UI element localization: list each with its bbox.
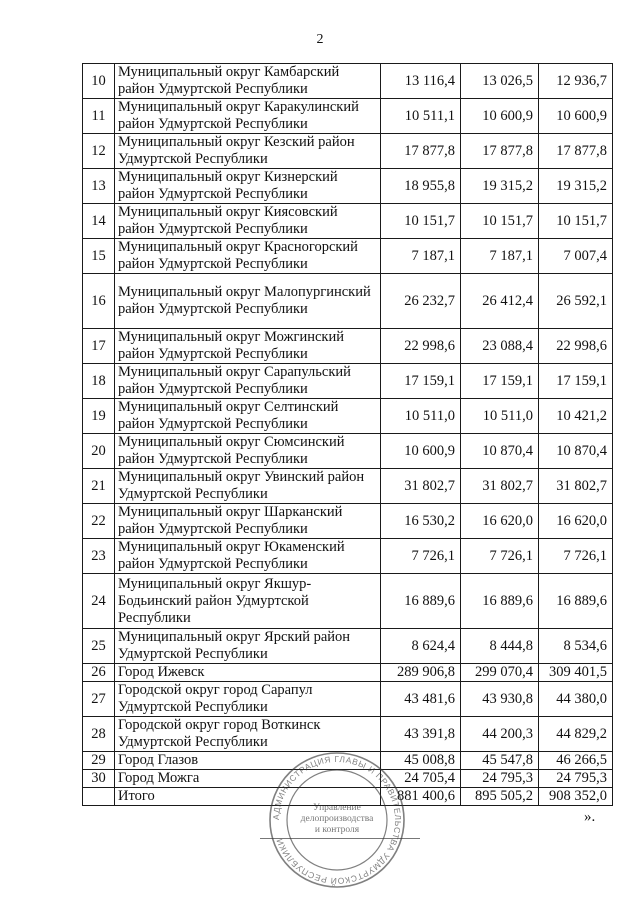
row-number: 12 bbox=[83, 134, 115, 169]
value-year-3: 10 421,2 bbox=[539, 399, 613, 434]
value-year-1: 289 906,8 bbox=[381, 664, 461, 682]
value-year-1: 17 159,1 bbox=[381, 364, 461, 399]
value-year-1: 18 955,8 bbox=[381, 169, 461, 204]
row-number: 20 bbox=[83, 434, 115, 469]
row-number: 26 bbox=[83, 664, 115, 682]
row-number: 15 bbox=[83, 239, 115, 274]
value-year-2: 31 802,7 bbox=[461, 469, 539, 504]
row-number: 17 bbox=[83, 329, 115, 364]
table-row bbox=[83, 717, 613, 752]
municipality-name: Муниципальный округ Сюмсинский район Удмуртской Республики bbox=[115, 434, 381, 469]
row-number: 29 bbox=[83, 752, 115, 770]
municipality-name: Город Можга bbox=[115, 770, 381, 788]
value-year-2: 26 412,4 bbox=[461, 274, 539, 329]
value-year-3: 22 998,6 bbox=[539, 329, 613, 364]
municipality-name: Муниципальный округ Якшур-Бодьинский район Удмуртской Республики bbox=[115, 574, 381, 629]
table-row bbox=[83, 539, 613, 574]
value-year-1: 16 889,6 bbox=[381, 574, 461, 629]
municipality-name: Муниципальный округ Киясовский район Удмуртской Республики bbox=[115, 204, 381, 239]
table-row bbox=[83, 134, 613, 169]
closing-quote-mark: ». bbox=[584, 809, 596, 825]
total-label: Итого bbox=[115, 788, 381, 806]
value-year-2: 43 930,8 bbox=[461, 682, 539, 717]
value-year-2: 8 444,8 bbox=[461, 629, 539, 664]
value-year-2: 10 600,9 bbox=[461, 99, 539, 134]
table-row bbox=[83, 629, 613, 664]
row-number: 24 bbox=[83, 574, 115, 629]
table-row bbox=[83, 64, 613, 99]
municipality-name: Городской округ город Сарапул Удмуртской Республики bbox=[115, 682, 381, 717]
value-year-1: 22 998,6 bbox=[381, 329, 461, 364]
table-row bbox=[83, 664, 613, 682]
value-year-3: 8 534,6 bbox=[539, 629, 613, 664]
value-year-3: 7 726,1 bbox=[539, 539, 613, 574]
value-year-1: 16 530,2 bbox=[381, 504, 461, 539]
row-number: 19 bbox=[83, 399, 115, 434]
value-year-1: 45 008,8 bbox=[381, 752, 461, 770]
value-year-3: 26 592,1 bbox=[539, 274, 613, 329]
total-year-3: 908 352,0 bbox=[539, 788, 613, 806]
value-year-2: 10 151,7 bbox=[461, 204, 539, 239]
municipality-name: Город Глазов bbox=[115, 752, 381, 770]
value-year-3: 309 401,5 bbox=[539, 664, 613, 682]
table-row bbox=[83, 682, 613, 717]
municipality-name: Муниципальный округ Кезский район Удмуртской Республики bbox=[115, 134, 381, 169]
table-row bbox=[83, 399, 613, 434]
row-number: 28 bbox=[83, 717, 115, 752]
value-year-3: 7 007,4 bbox=[539, 239, 613, 274]
total-year-2: 895 505,2 bbox=[461, 788, 539, 806]
value-year-3: 17 877,8 bbox=[539, 134, 613, 169]
value-year-3: 44 829,2 bbox=[539, 717, 613, 752]
municipality-name: Муниципальный округ Каракулинский район Удмуртской Республики bbox=[115, 99, 381, 134]
value-year-3: 17 159,1 bbox=[539, 364, 613, 399]
value-year-1: 7 187,1 bbox=[381, 239, 461, 274]
value-year-2: 44 200,3 bbox=[461, 717, 539, 752]
value-year-1: 17 877,8 bbox=[381, 134, 461, 169]
table-row bbox=[83, 364, 613, 399]
value-year-1: 31 802,7 bbox=[381, 469, 461, 504]
value-year-1: 10 151,7 bbox=[381, 204, 461, 239]
stamp-ring-text: АДМИНИСТРАЦИЯ ГЛАВЫ И ПРАВИТЕЛЬСТВА УДМУРТСКОЙ РЕСПУБЛИКИ bbox=[270, 753, 404, 887]
value-year-2: 10 870,4 bbox=[461, 434, 539, 469]
value-year-1: 43 481,6 bbox=[381, 682, 461, 717]
table-row bbox=[83, 169, 613, 204]
total-year-1: 881 400,6 bbox=[381, 788, 461, 806]
table-row bbox=[83, 274, 613, 329]
row-number: 10 bbox=[83, 64, 115, 99]
row-number: 13 bbox=[83, 169, 115, 204]
stamp-center-line: Управление bbox=[313, 803, 361, 813]
value-year-1: 10 511,1 bbox=[381, 99, 461, 134]
table-row bbox=[83, 574, 613, 629]
stamp-center-line: и контроля bbox=[314, 825, 360, 835]
value-year-2: 16 620,0 bbox=[461, 504, 539, 539]
row-number: 23 bbox=[83, 539, 115, 574]
value-year-3: 10 151,7 bbox=[539, 204, 613, 239]
value-year-1: 10 511,0 bbox=[381, 399, 461, 434]
value-year-2: 299 070,4 bbox=[461, 664, 539, 682]
value-year-1: 43 391,8 bbox=[381, 717, 461, 752]
value-year-3: 44 380,0 bbox=[539, 682, 613, 717]
stamp-center-text bbox=[301, 803, 374, 835]
municipality-name: Муниципальный округ Селтинский район Удмуртской Республики bbox=[115, 399, 381, 434]
municipality-name: Муниципальный округ Ярский район Удмуртской Республики bbox=[115, 629, 381, 664]
budget-table bbox=[82, 63, 613, 806]
value-year-2: 16 889,6 bbox=[461, 574, 539, 629]
value-year-3: 10 600,9 bbox=[539, 99, 613, 134]
municipality-name: Муниципальный округ Увинский район Удмуртской Республики bbox=[115, 469, 381, 504]
municipality-name: Муниципальный округ Малопургинский район Удмуртской Республики bbox=[115, 274, 381, 329]
row-number: 11 bbox=[83, 99, 115, 134]
value-year-3: 16 889,6 bbox=[539, 574, 613, 629]
value-year-3: 10 870,4 bbox=[539, 434, 613, 469]
row-number: 18 bbox=[83, 364, 115, 399]
row-number: 30 bbox=[83, 770, 115, 788]
table-row bbox=[83, 434, 613, 469]
value-year-2: 13 026,5 bbox=[461, 64, 539, 99]
row-number: 16 bbox=[83, 274, 115, 329]
row-number: 21 bbox=[83, 469, 115, 504]
row-number: 14 bbox=[83, 204, 115, 239]
value-year-3: 46 266,5 bbox=[539, 752, 613, 770]
value-year-1: 24 705,4 bbox=[381, 770, 461, 788]
value-year-2: 23 088,4 bbox=[461, 329, 539, 364]
municipality-name: Муниципальный округ Сарапульский район Удмуртской Республики bbox=[115, 364, 381, 399]
stamp-center-line: делопроизводства bbox=[300, 814, 374, 824]
row-number: 22 bbox=[83, 504, 115, 539]
value-year-2: 24 795,3 bbox=[461, 770, 539, 788]
value-year-3: 12 936,7 bbox=[539, 64, 613, 99]
table-row bbox=[83, 204, 613, 239]
value-year-3: 16 620,0 bbox=[539, 504, 613, 539]
value-year-1: 26 232,7 bbox=[381, 274, 461, 329]
value-year-2: 7 187,1 bbox=[461, 239, 539, 274]
row-number bbox=[83, 788, 115, 806]
value-year-2: 17 877,8 bbox=[461, 134, 539, 169]
table-row bbox=[83, 99, 613, 134]
table-row bbox=[83, 504, 613, 539]
value-year-1: 7 726,1 bbox=[381, 539, 461, 574]
municipality-name: Муниципальный округ Можгинский район Удмуртской Республики bbox=[115, 329, 381, 364]
municipality-name: Муниципальный округ Камбарский район Удмуртской Республики bbox=[115, 64, 381, 99]
official-stamp bbox=[262, 750, 412, 890]
value-year-2: 17 159,1 bbox=[461, 364, 539, 399]
value-year-3: 24 795,3 bbox=[539, 770, 613, 788]
value-year-1: 13 116,4 bbox=[381, 64, 461, 99]
table-row bbox=[83, 329, 613, 364]
row-number: 27 bbox=[83, 682, 115, 717]
municipality-name: Муниципальный округ Юкаменский район Удмуртской Республики bbox=[115, 539, 381, 574]
page-number: 2 bbox=[316, 32, 324, 47]
table-row bbox=[83, 469, 613, 504]
value-year-2: 7 726,1 bbox=[461, 539, 539, 574]
value-year-2: 45 547,8 bbox=[461, 752, 539, 770]
municipality-name: Городской округ город Воткинск Удмуртской Республики bbox=[115, 717, 381, 752]
value-year-1: 10 600,9 bbox=[381, 434, 461, 469]
municipality-name: Муниципальный округ Шарканский район Удмуртской Республики bbox=[115, 504, 381, 539]
value-year-3: 31 802,7 bbox=[539, 469, 613, 504]
municipality-name: Город Ижевск bbox=[115, 664, 381, 682]
value-year-2: 10 511,0 bbox=[461, 399, 539, 434]
value-year-1: 8 624,4 bbox=[381, 629, 461, 664]
value-year-2: 19 315,2 bbox=[461, 169, 539, 204]
table-row bbox=[83, 239, 613, 274]
row-number: 25 bbox=[83, 629, 115, 664]
municipality-name: Муниципальный округ Кизнерский район Удмуртской Республики bbox=[115, 169, 381, 204]
municipality-name: Муниципальный округ Красногорский район Удмуртской Республики bbox=[115, 239, 381, 274]
value-year-3: 19 315,2 bbox=[539, 169, 613, 204]
